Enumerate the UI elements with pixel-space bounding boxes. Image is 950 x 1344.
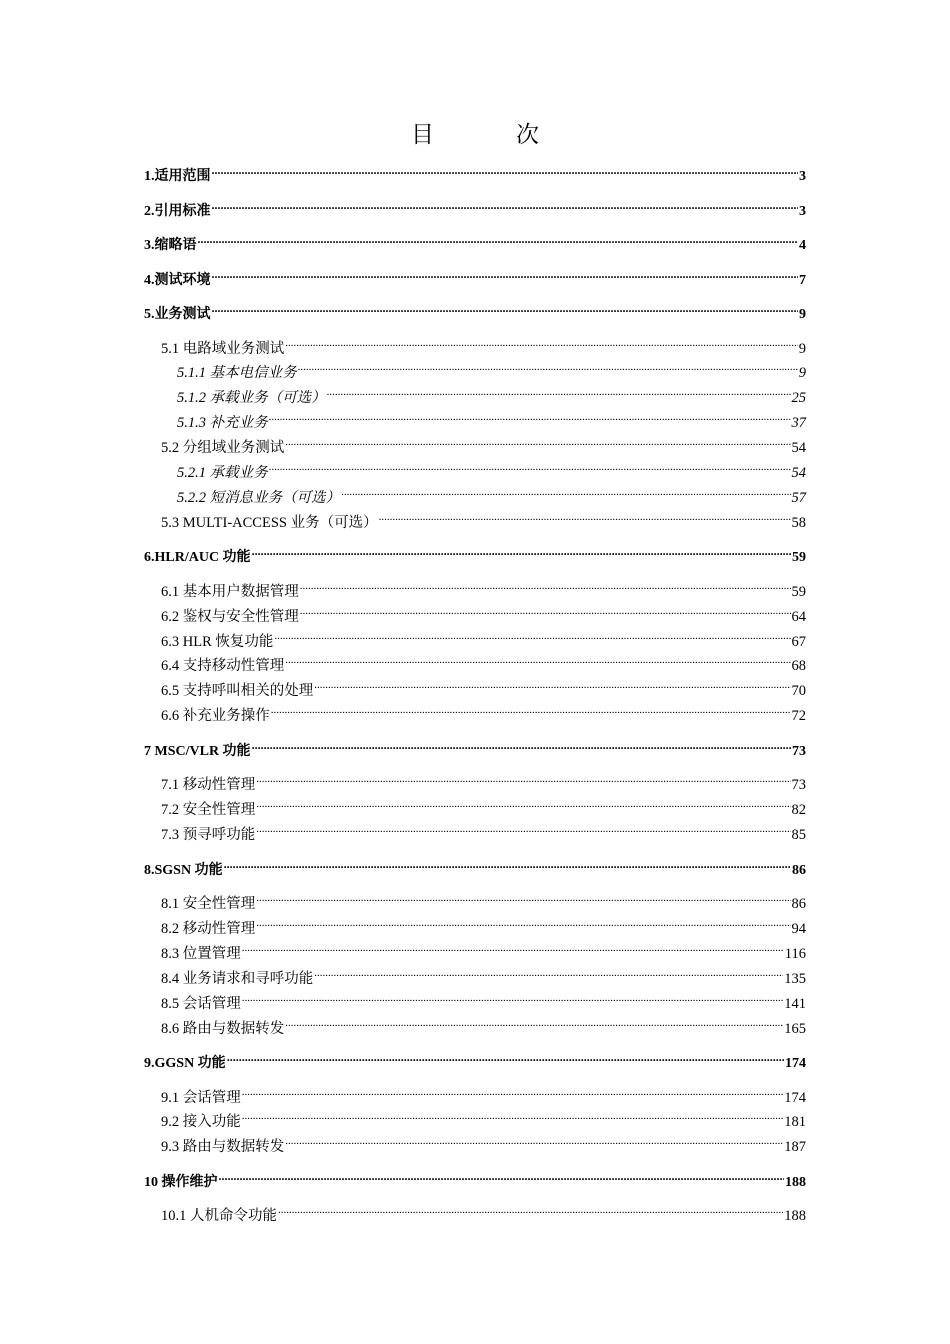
toc-entry-page: 59: [792, 550, 806, 565]
toc-entry-page: 67: [791, 634, 806, 650]
toc-entry-label: 9.2 接入功能: [161, 1114, 241, 1130]
toc-entry[interactable]: [177, 380, 806, 406]
toc-entry-label: 5.2.2 短消息业务（可选）: [177, 490, 341, 506]
toc-entry-page: 165: [784, 1021, 806, 1037]
toc-entry-page: 9: [798, 365, 806, 381]
toc-leader-dots: [278, 1198, 783, 1220]
toc-entry-page: 188: [785, 1175, 806, 1190]
toc-entry-label: 1.适用范围: [144, 169, 211, 184]
toc-entry-label: 5.1.2 承载业务（可选）: [177, 390, 326, 406]
toc-leader-dots: [227, 1045, 784, 1067]
toc-entry-page: 54: [791, 440, 806, 456]
toc-entry[interactable]: [144, 296, 806, 322]
toc-leader-dots: [269, 405, 791, 427]
toc-entry-label: 8.6 路由与数据转发: [161, 1021, 285, 1037]
toc-entry[interactable]: [161, 767, 806, 793]
toc-entry-page: 64: [791, 609, 806, 625]
toc-entry-page: 70: [791, 683, 806, 699]
toc-entry-label: 6.3 HLR 恢复功能: [161, 634, 274, 650]
toc-entry[interactable]: [144, 852, 806, 878]
toc-entry-label: 5.1.3 补充业务: [177, 415, 268, 431]
toc-leader-dots: [198, 227, 799, 249]
toc-entry-label: 7.3 预寻呼功能: [161, 827, 256, 843]
toc-entry-page: 188: [784, 1208, 806, 1224]
toc-entry[interactable]: [161, 1080, 806, 1106]
toc-leader-dots: [271, 698, 791, 720]
toc-entry[interactable]: [161, 1104, 806, 1130]
toc-entry-page: 85: [791, 827, 806, 843]
toc-entry-label: 8.4 业务请求和寻呼功能: [161, 971, 314, 987]
toc-leader-dots: [252, 539, 791, 561]
toc-entry-label: 6.6 补充业务操作: [161, 708, 270, 724]
toc-title-left: 目: [411, 122, 434, 147]
toc-entry-page: 25: [791, 390, 806, 406]
toc-entry-page: 141: [784, 996, 806, 1012]
toc-entry[interactable]: [161, 1129, 806, 1155]
toc-leader-dots: [300, 599, 791, 621]
toc-entry-label: 5.2.1 承载业务: [177, 465, 268, 481]
toc-leader-dots: [212, 193, 799, 215]
toc-leader-dots: [256, 911, 790, 933]
toc-leader-dots: [242, 986, 784, 1008]
toc-leader-dots: [256, 767, 790, 789]
toc-entry[interactable]: [177, 405, 806, 431]
toc-entry-page: 174: [784, 1090, 806, 1106]
toc-entry-page: 58: [791, 515, 806, 531]
toc-leader-dots: [242, 936, 784, 958]
toc-leader-dots: [285, 1011, 783, 1033]
toc-entry-label: 6.4 支持移动性管理: [161, 658, 285, 674]
toc-entry-label: 5.1.1 基本电信业务: [177, 365, 297, 381]
toc-entry-page: 9: [799, 307, 806, 322]
toc-entry[interactable]: [144, 733, 806, 759]
toc-entry-label: 9.1 会话管理: [161, 1090, 241, 1106]
toc-entry-label: 7 MSC/VLR 功能: [144, 744, 251, 759]
toc-leader-dots: [252, 733, 791, 755]
toc-entry-label: 9.3 路由与数据转发: [161, 1139, 285, 1155]
toc-leader-dots: [212, 158, 799, 180]
toc-entry-label: 10.1 人机命令功能: [161, 1208, 277, 1224]
toc-entry[interactable]: [144, 158, 806, 184]
toc-entry[interactable]: [161, 574, 806, 600]
toc-entry-page: 72: [791, 708, 806, 724]
toc-entry[interactable]: [161, 911, 806, 937]
toc-entry-page: 68: [791, 658, 806, 674]
toc-entry-label: 8.1 安全性管理: [161, 896, 256, 912]
toc-entry-page: 135: [784, 971, 806, 987]
toc-leader-dots: [300, 574, 791, 596]
toc-entry-label: 8.5 会话管理: [161, 996, 241, 1012]
toc-title-right: 次: [516, 122, 539, 147]
toc-leader-dots: [224, 852, 791, 874]
toc-leader-dots: [341, 480, 790, 502]
toc-entry-label: 6.HLR/AUC 功能: [144, 550, 251, 565]
toc-entry-label: 5.1 电路域业务测试: [161, 341, 285, 357]
toc-leader-dots: [256, 792, 790, 814]
toc-entry[interactable]: [144, 227, 806, 253]
toc-entry-page: 86: [792, 863, 806, 878]
toc-entry-page: 37: [791, 415, 806, 431]
toc-entry[interactable]: [161, 698, 806, 724]
toc-leader-dots: [212, 262, 799, 284]
toc-entry[interactable]: [161, 986, 806, 1012]
toc-entry-page: 54: [791, 465, 806, 481]
toc-entry-label: 10 操作维护: [144, 1175, 218, 1190]
toc-entry[interactable]: [161, 624, 806, 650]
toc-leader-dots: [285, 430, 790, 452]
toc-entry[interactable]: [161, 1198, 806, 1224]
toc-entry[interactable]: [161, 936, 806, 962]
toc-leader-dots: [298, 355, 798, 377]
toc-entry-page: 82: [791, 802, 806, 818]
toc-entry-label: 5.业务测试: [144, 307, 211, 322]
toc-entry-page: 59: [791, 584, 806, 600]
toc-entry[interactable]: [177, 455, 806, 481]
toc-entry-page: 174: [785, 1056, 806, 1071]
toc-entry-page: 187: [784, 1139, 806, 1155]
toc-leader-dots: [256, 886, 790, 908]
toc-leader-dots: [285, 648, 790, 670]
toc-entry-page: 3: [799, 204, 806, 219]
toc-leader-dots: [327, 380, 791, 402]
toc-entry[interactable]: [177, 480, 806, 506]
toc-entry[interactable]: [161, 792, 806, 818]
toc-entry-label: 2.引用标准: [144, 204, 211, 219]
toc-entry-page: 73: [792, 744, 806, 759]
toc-entry[interactable]: [161, 331, 806, 357]
toc-leader-dots: [314, 961, 783, 983]
toc-entry-label: 6.2 鉴权与安全性管理: [161, 609, 299, 625]
toc-leader-dots: [314, 673, 790, 695]
toc-entry[interactable]: [161, 648, 806, 674]
toc-entry-page: 116: [784, 946, 806, 962]
toc-entry-label: 8.2 移动性管理: [161, 921, 256, 937]
toc-entry[interactable]: [161, 430, 806, 456]
toc-entry-label: 6.1 基本用户数据管理: [161, 584, 299, 600]
toc-entry-page: 181: [784, 1114, 806, 1130]
toc-entry[interactable]: [144, 1045, 806, 1071]
toc-entry[interactable]: [161, 1011, 806, 1037]
toc-entry[interactable]: [161, 961, 806, 987]
toc-entry[interactable]: [161, 505, 806, 531]
toc-leader-dots: [242, 1080, 784, 1102]
toc-leader-dots: [212, 296, 799, 318]
toc-entry[interactable]: [161, 886, 806, 912]
toc-entry-label: 7.2 安全性管理: [161, 802, 256, 818]
toc-entry[interactable]: [144, 539, 806, 565]
toc-entry-label: 6.5 支持呼叫相关的处理: [161, 683, 314, 699]
toc-leader-dots: [379, 505, 791, 527]
toc-leader-dots: [219, 1164, 785, 1186]
toc-entry[interactable]: [144, 193, 806, 219]
toc-entry-page: 94: [791, 921, 806, 937]
toc-entry[interactable]: [177, 355, 806, 381]
toc-entry-label: 9.GGSN 功能: [144, 1056, 226, 1071]
toc-entry-page: 9: [798, 341, 806, 357]
toc-entry-label: 8.SGSN 功能: [144, 863, 223, 878]
toc-entry-label: 4.测试环境: [144, 273, 211, 288]
toc-entry-page: 73: [791, 777, 806, 793]
toc-entry[interactable]: [161, 673, 806, 699]
toc-entry-page: 4: [799, 238, 806, 253]
toc-entry-page: 86: [791, 896, 806, 912]
toc-entry[interactable]: [161, 817, 806, 843]
toc-entry[interactable]: [144, 1164, 806, 1190]
toc-leader-dots: [285, 331, 798, 353]
toc-entry-page: 7: [799, 273, 806, 288]
toc-leader-dots: [256, 817, 790, 839]
toc-entry[interactable]: [161, 599, 806, 625]
toc-leader-dots: [285, 1129, 783, 1151]
toc-leader-dots: [242, 1104, 784, 1126]
toc-entry-label: 5.3 MULTI-ACCESS 业务（可选）: [161, 515, 378, 531]
toc-entry[interactable]: [144, 262, 806, 288]
toc-entry-label: 3.缩略语: [144, 238, 197, 253]
toc-entry-label: 5.2 分组域业务测试: [161, 440, 285, 456]
toc-entry-page: 3: [799, 169, 806, 184]
toc-entry-label: 8.3 位置管理: [161, 946, 241, 962]
toc-entry-page: 57: [791, 490, 806, 506]
toc-entry-label: 7.1 移动性管理: [161, 777, 256, 793]
toc-leader-dots: [269, 455, 791, 477]
toc-leader-dots: [274, 624, 790, 646]
